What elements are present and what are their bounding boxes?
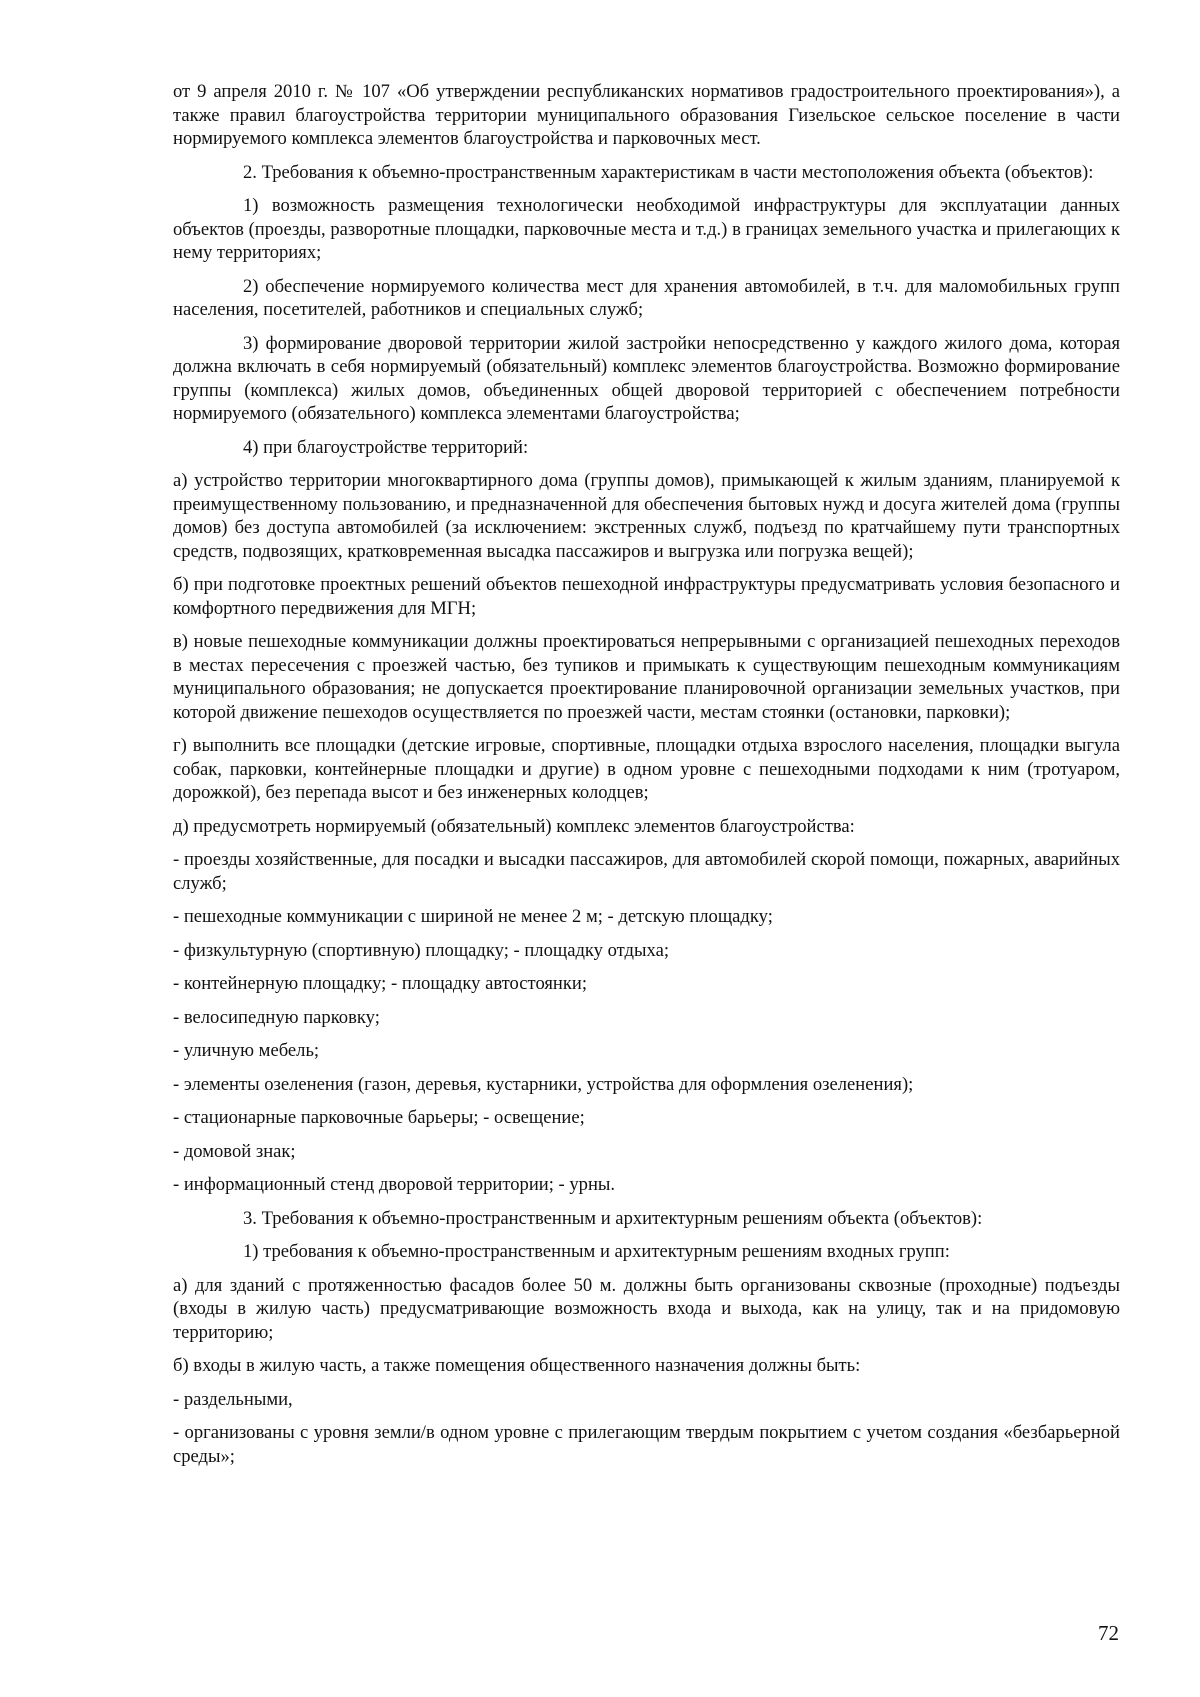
paragraph: а) для зданий с протяженностью фасадов более 50 м. должны быть организованы сквозные (проходные) подъезды (входы в жилую часть) предусматривающие возможность входа и выхода, как на улицу, так и на придомовую территорию;: [173, 1274, 1120, 1343]
paragraph: б) при подготовке проектных решений объектов пешеходной инфраструктуры предусматривать условия безопасного и комфортного передвижения для МГН;: [173, 574, 1120, 619]
list-item: - пешеходные коммуникации с шириной не менее 2 м; - детскую площадку;: [173, 906, 773, 927]
list-item: - раздельными,: [173, 1388, 293, 1410]
list-item: - стационарные парковочные барьеры; - освещение;: [173, 1107, 585, 1128]
paragraph: от 9 апреля 2010 г. № 107 «Об утверждении республиканских нормативов градостроительного проектирования»), а также правил благоустройства территории муниципального образования Гизельское сельское поселение в части нормируемого комплекса элементов благоустройства и парковочных мест.: [173, 81, 1120, 149]
paragraph: 1) возможность размещения технологически необходимой инфраструктуры для эксплуатации данных объектов (проезды, разворотные площадки, парковочные места и т.д.) в границах земельного участка и прилегающих к нему территориях;: [173, 195, 1120, 263]
paragraph: 2) обеспечение нормируемого количества мест для хранения автомобилей, в т.ч. для маломобильных групп населения, посетителей, работников и специальных служб;: [173, 275, 1120, 320]
paragraph: 3. Требования к объемно-пространственным и архитектурным решениям объекта (объектов):: [243, 1207, 983, 1229]
list-item: - уличную мебель;: [173, 1040, 320, 1061]
paragraph: б) входы в жилую часть, а также помещения общественного назначения должны быть:: [173, 1355, 861, 1376]
paragraph: 4) при благоустройстве территорий:: [243, 436, 529, 458]
paragraph: 3) формирование дворовой территории жилой застройки непосредственно у каждого жилого дома, которая должна включать в себя нормируемый (обязательный) комплекс элементов благоустройства. Возможно формирование группы (комплекса) жилых домов, объединенных общей дворовой территорией с обеспечением потребности нормируемого (обязательного) комплекса элементами благоустройства;: [173, 332, 1120, 424]
list-item: - велосипедную парковку;: [173, 1006, 380, 1028]
list-item: - домовой знак;: [173, 1140, 296, 1162]
list-item: - физкультурную (спортивную) площадку; - площадку отдыха;: [173, 939, 669, 961]
list-item: - организованы с уровня земли/в одном уровне с прилегающим твердым покрытием с учетом создания «безбарьерной среды»;: [173, 1422, 1120, 1467]
list-item: - элементы озеленения (газон, деревья, кустарники, устройства для оформления озеленения);: [173, 1073, 914, 1095]
page-number: 72: [1098, 1621, 1119, 1645]
paragraph: а) устройство территории многоквартирного дома (группы домов), примыкающей к жилым зданиям, планируемой к преимущественному пользованию, и предназначенной для обеспечения бытовых нужд и досуга жителей дома (группы домов) без доступа автомобилей (за исключением: экстренных служб, подъезд по кратчайшему пути транспортных средств, подвозящих, кратковременная высадка пассажиров и выгрузка или погрузка вещей);: [173, 470, 1120, 562]
paragraph: г) выполнить все площадки (детские игровые, спортивные, площадки отдыха взрослого населения, площадки выгула собак, парковки, контейнерные площадки и другие) в одном уровне с пешеходными подходами к ним (тротуаром, дорожкой), без перепада высот и без инженерных колодцев;: [173, 735, 1120, 803]
list-item: - контейнерную площадку; - площадку автостоянки;: [173, 973, 588, 994]
list-item: - информационный стенд дворовой территории; - урны.: [173, 1174, 616, 1195]
paragraph: в) новые пешеходные коммуникации должны проектироваться непрерывными с организацией пешеходных переходов в местах пересечения с проезжей частью, без тупиков и примыкать к существующим пешеходным коммуникациям муниципального образования; не допускается проектирование планировочной организации земельных участков, при которой движение пешеходов осуществляется по проезжей части, местам стоянки (остановки, парковки);: [173, 631, 1120, 723]
paragraph: 1) требования к объемно-пространственным и архитектурным решениям входных групп:: [243, 1241, 950, 1262]
document-body: [173, 80, 1120, 1478]
paragraph: 2. Требования к объемно-пространственным характеристикам в части местоположения объекта (объектов):: [243, 161, 1094, 183]
paragraph: д) предусмотреть нормируемый (обязательный) комплекс элементов благоустройства:: [173, 815, 855, 837]
list-item: - проезды хозяйственные, для посадки и высадки пассажиров, для автомобилей скорой помощи, пожарных, аварийных служб;: [173, 849, 1120, 894]
